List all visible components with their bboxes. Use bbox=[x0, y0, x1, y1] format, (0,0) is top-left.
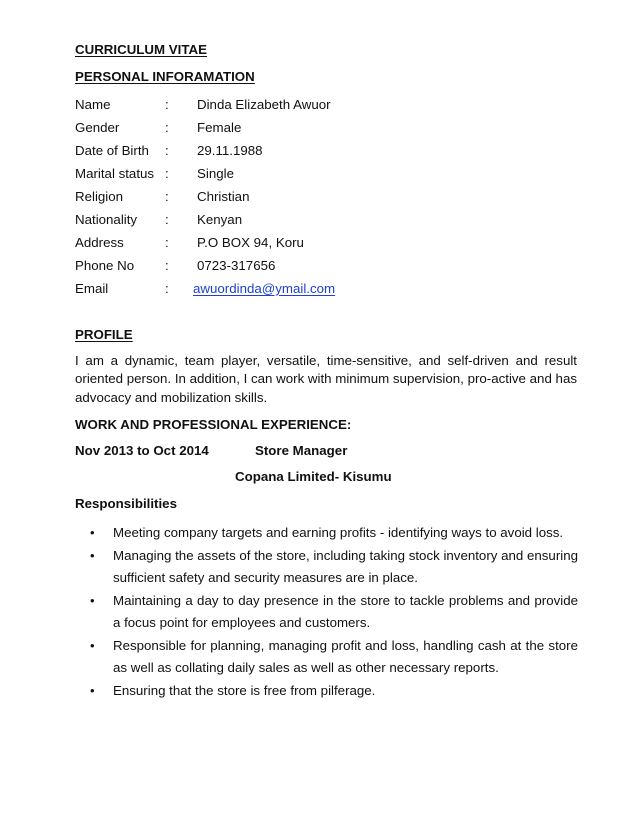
info-value-phone: 0723-317656 bbox=[197, 258, 276, 273]
responsibilities-list bbox=[90, 522, 578, 702]
info-colon: : bbox=[165, 212, 169, 227]
responsibility-text: Responsible for planning, managing profit and loss, handling cash at the store as well as collating daily sales as well as other necessary reports. bbox=[113, 637, 578, 675]
responsibilities-heading: Responsibilities bbox=[75, 496, 177, 511]
info-label: Email bbox=[75, 281, 109, 296]
cv-title: CURRICULUM VITAE bbox=[75, 42, 207, 57]
info-row-address bbox=[75, 235, 575, 253]
info-label: Marital status bbox=[75, 166, 155, 181]
info-row-marital-status bbox=[75, 166, 575, 184]
experience-heading: WORK AND PROFESSIONAL EXPERIENCE: bbox=[75, 417, 352, 432]
info-label: Nationality bbox=[75, 212, 138, 227]
info-colon: : bbox=[165, 97, 169, 112]
info-colon: : bbox=[165, 189, 169, 204]
email-link[interactable]: awuordinda@ymail.com bbox=[193, 281, 336, 296]
list-item bbox=[90, 522, 578, 545]
info-row-name bbox=[75, 97, 575, 115]
info-value-address: P.O BOX 94, Koru bbox=[197, 235, 304, 250]
list-item bbox=[90, 545, 578, 590]
responsibility-text: Meeting company targets and earning profits - identifying ways to avoid loss. bbox=[113, 525, 564, 540]
bullet-icon: • bbox=[90, 525, 95, 540]
info-value-marital-status: Single bbox=[197, 166, 234, 181]
info-row-phone bbox=[75, 258, 575, 276]
responsibility-text: Managing the assets of the store, including taking stock inventory and ensuring sufficient safety and security measures are in place. bbox=[113, 547, 578, 585]
info-label: Date of Birth bbox=[75, 143, 149, 158]
bullet-icon: • bbox=[90, 547, 95, 563]
info-colon: : bbox=[165, 120, 169, 135]
list-item bbox=[90, 590, 578, 635]
info-value-gender: Female bbox=[197, 120, 242, 135]
bullet-icon: • bbox=[90, 637, 95, 653]
info-colon: : bbox=[165, 166, 169, 181]
info-row-religion bbox=[75, 189, 575, 207]
info-row-gender bbox=[75, 120, 575, 138]
list-item bbox=[90, 680, 578, 703]
info-label: Religion bbox=[75, 189, 124, 204]
job-period: Nov 2013 to Oct 2014 bbox=[75, 443, 209, 458]
info-row-date-of-birth bbox=[75, 143, 575, 161]
info-colon: : bbox=[165, 143, 169, 158]
responsibility-text: Ensuring that the store is free from pilferage. bbox=[113, 682, 376, 698]
job-company: Copana Limited- Kisumu bbox=[235, 469, 392, 484]
info-value-date-of-birth: 29.11.1988 bbox=[197, 143, 263, 158]
info-label: Name bbox=[75, 97, 111, 112]
info-colon: : bbox=[165, 258, 169, 273]
info-label: Gender bbox=[75, 120, 120, 135]
info-colon: : bbox=[165, 281, 169, 296]
profile-heading: PROFILE bbox=[75, 327, 133, 342]
job-title: Store Manager bbox=[255, 443, 348, 458]
bullet-icon: • bbox=[90, 592, 95, 608]
info-value-name: Dinda Elizabeth Awuor bbox=[197, 97, 331, 112]
info-row-nationality bbox=[75, 212, 575, 230]
info-label: Phone No bbox=[75, 258, 135, 273]
info-value-nationality: Kenyan bbox=[197, 212, 243, 227]
profile-text: I am a dynamic, team player, versatile, time-sensitive, and self-driven and result oriented person. In addition, I can work with minimum supervision, pro-active and has advocacy and mobilization skills. bbox=[75, 353, 577, 405]
info-colon: : bbox=[165, 235, 169, 250]
list-item bbox=[90, 635, 578, 680]
bullet-icon: • bbox=[90, 682, 95, 698]
responsibility-text: Maintaining a day to day presence in the store to tackle problems and provide a focus point for employees and customers. bbox=[113, 592, 578, 630]
info-value-religion: Christian bbox=[197, 189, 250, 204]
info-row-email bbox=[75, 281, 575, 299]
info-label: Address bbox=[75, 235, 124, 250]
personal-info-heading: PERSONAL INFORAMATION bbox=[75, 69, 255, 84]
